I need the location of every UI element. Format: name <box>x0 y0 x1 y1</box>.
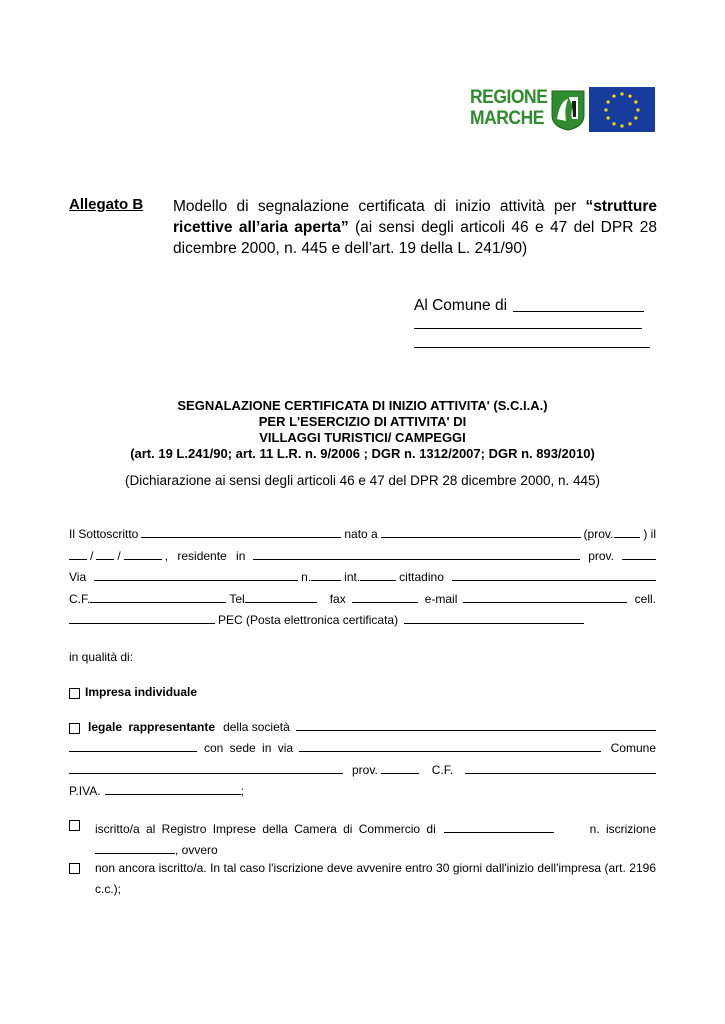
cittadino-field[interactable] <box>452 580 656 581</box>
title-line-2: PER L'ESERCIZIO DI ATTIVITA' DI <box>258 414 467 429</box>
tel-field[interactable] <box>245 602 317 603</box>
comune-name-line[interactable] <box>513 311 644 312</box>
numero-iscrizione-field[interactable] <box>95 853 175 854</box>
email-field[interactable] <box>463 602 626 603</box>
recipient-block <box>414 295 654 355</box>
form-row-sottoscritto <box>69 527 656 541</box>
cittadino-label: cittadino <box>399 570 444 584</box>
date-separator: / <box>117 549 121 563</box>
form-row-contatti <box>69 592 656 606</box>
piva-field[interactable] <box>105 794 241 795</box>
cell-label: cell. <box>634 592 656 606</box>
legale-rappresentante-checkbox[interactable] <box>69 723 80 734</box>
al-comune-label: Al Comune di <box>414 297 508 314</box>
sede-comune-field[interactable] <box>69 773 343 774</box>
sede-prov-label: prov. <box>352 763 378 777</box>
della-societa-label: della società <box>223 720 290 734</box>
form-row-sede <box>69 741 656 755</box>
form-row-via <box>69 570 656 584</box>
impresa-individuale-label: Impresa individuale <box>85 685 198 699</box>
pec-label: PEC (Posta elettronica certificata) <box>218 613 399 627</box>
sottoscritto-field[interactable] <box>141 537 341 538</box>
societa-field[interactable] <box>296 730 656 731</box>
option-legale-rappresentante <box>69 720 656 734</box>
sottoscritto-label: Il Sottoscritto <box>69 527 139 541</box>
allegato-label: Allegato B <box>69 196 144 213</box>
con-sede-label: con sede in via <box>204 741 294 755</box>
prov-field[interactable] <box>614 537 640 538</box>
pec-field[interactable] <box>404 623 584 624</box>
interno-field[interactable] <box>360 580 396 581</box>
birth-day-field[interactable] <box>69 559 87 560</box>
eu-stars-icon <box>589 87 655 132</box>
interno-label: int. <box>344 570 361 584</box>
title-line-1: SEGNALAZIONE CERTIFICATA DI INIZIO ATTIVITA' (S.C.I.A.) <box>177 398 548 413</box>
legale-rappresentante-label: legale rappresentante <box>88 720 216 734</box>
n-iscrizione-label: n. iscrizione <box>589 822 656 836</box>
il-label: ) il <box>643 527 656 541</box>
allegato-text-bold: “strutture ricettive all’aria aperta” <box>173 198 657 236</box>
cf-field[interactable] <box>90 602 226 603</box>
allegato-description <box>173 196 657 259</box>
cell-field[interactable] <box>69 623 215 624</box>
title-line-3: VILLAGGI TURISTICI/ CAMPEGGI <box>259 430 466 445</box>
form-row-residenza <box>69 549 656 563</box>
birth-year-field[interactable] <box>124 559 162 560</box>
option-impresa-individuale <box>69 685 656 699</box>
societa-cf-field[interactable] <box>465 773 656 774</box>
form-row-pec <box>69 613 656 627</box>
iscritto-label: iscritto/a al Registro Imprese della Camera di Commercio di <box>95 822 436 836</box>
allegato-text-part1: Modello di segnalazione certificata di inizio attività per <box>173 198 586 215</box>
iscritto-checkbox[interactable] <box>69 820 80 831</box>
nato-a-label: nato a <box>344 527 378 541</box>
numero-label: n. <box>301 570 312 584</box>
tel-label: Tel <box>229 592 245 606</box>
date-separator: / <box>90 549 94 563</box>
cf-label: C.F. <box>69 592 91 606</box>
camera-commercio-field[interactable] <box>444 832 554 833</box>
fax-field[interactable] <box>352 602 418 603</box>
numero-field[interactable] <box>311 580 341 581</box>
form-row-comune-cf <box>69 763 656 777</box>
recipient-line-3[interactable] <box>414 335 654 355</box>
document-title <box>60 398 665 462</box>
title-line-4: (art. 19 L.241/90; art. 11 L.R. n. 9/2006 ; DGR n. 1312/2007; DGR n. 893/2010) <box>130 446 595 461</box>
ovvero-label: , ovvero <box>175 843 218 857</box>
birth-month-field[interactable] <box>96 559 114 560</box>
non-iscritto-checkbox[interactable] <box>69 863 80 874</box>
piva-label: P.IVA. <box>69 784 101 798</box>
recipient-line-2[interactable] <box>414 315 654 335</box>
eu-flag-logo <box>589 87 655 132</box>
form-row-piva <box>69 784 656 798</box>
societa-field-cont[interactable] <box>69 751 197 752</box>
residente-label: , residente in <box>164 549 246 563</box>
sede-prov-field[interactable] <box>381 773 419 774</box>
prov-label: prov. <box>588 549 614 563</box>
via-field[interactable] <box>94 580 298 581</box>
in-qualita-label: in qualità di: <box>69 650 134 664</box>
piva-semicolon: ; <box>240 784 244 798</box>
fax-label: fax <box>329 592 346 606</box>
societa-cf-label: C.F. <box>431 763 454 777</box>
prov-label: (prov. <box>583 527 614 541</box>
via-label: Via <box>69 570 87 584</box>
in-qualita-row <box>69 650 656 664</box>
nato-a-field[interactable] <box>381 537 581 538</box>
regione-marche-emblem-icon <box>550 89 586 131</box>
residenza-prov-field[interactable] <box>622 559 656 560</box>
sede-via-field[interactable] <box>299 751 601 752</box>
logo-word-regione: REGIONE <box>470 87 548 108</box>
dichiarazione-note: (Dichiarazione ai sensi degli articoli 46 e 47 del DPR 28 dicembre 2000, n. 445) <box>124 473 600 488</box>
logo-word-marche: MARCHE <box>470 108 544 129</box>
allegato-text-part2: (ai sensi degli articoli 46 e 47 del DPR 28 dicembre 2000, n. 445 e dell’art. 19 della L. 241/90) <box>173 219 657 257</box>
comune-label: Comune <box>610 741 656 755</box>
email-label: e-mail <box>424 592 458 606</box>
regione-marche-logo <box>470 87 586 133</box>
residente-field[interactable] <box>253 559 580 560</box>
non-iscritto-label: non ancora iscritto/a. In tal caso l'iscrizione deve avvenire entro 30 giorni dall'inizio dell'impresa (art. 2196 c.c.); <box>95 861 656 896</box>
impresa-individuale-checkbox[interactable] <box>69 688 80 699</box>
